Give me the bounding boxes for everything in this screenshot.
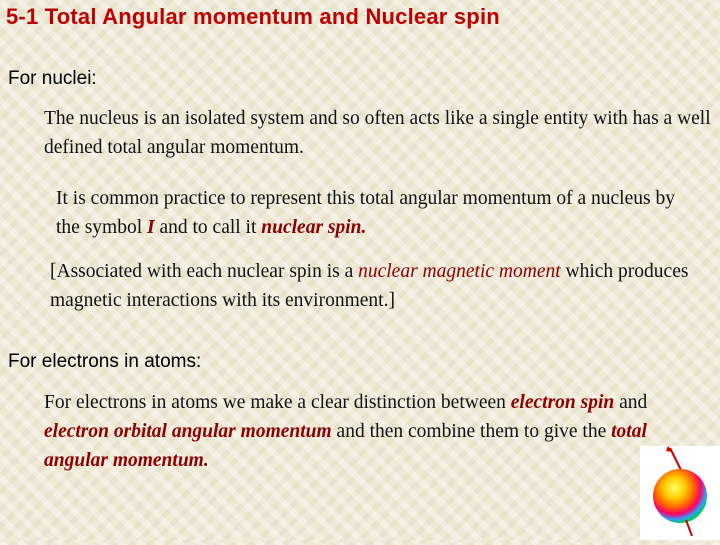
- term-total-angular-momentum: total angular momentum.: [44, 421, 647, 471]
- section-heading-nuclei: For nuclei:: [8, 68, 97, 89]
- paragraph-electrons: [44, 388, 709, 475]
- text: and: [614, 392, 648, 413]
- text: and then combine them to give the: [331, 421, 612, 442]
- text: For electrons in atoms we make a clear distinction between: [44, 392, 511, 413]
- slide-title: 5-1 Total Angular momentum and Nuclear spin: [6, 4, 500, 29]
- term-nuclear-magnetic-moment: nuclear magnetic moment: [358, 261, 561, 282]
- text: It is common practice to represent this total angular momentum of a nucleus by the symbol: [56, 188, 675, 238]
- paragraph-nucleus-system: The nucleus is an isolated system and so often acts like a single entity with has a well defined total angular momentum.: [44, 108, 711, 158]
- symbol-I: I: [147, 217, 155, 238]
- text: [Associated with each nuclear spin is a: [50, 261, 359, 282]
- text: which produces magnetic interactions with its environment.]: [50, 261, 689, 311]
- text: and to call it: [154, 217, 262, 238]
- paragraph-magnetic-moment: [50, 257, 700, 315]
- term-nuclear-spin: nuclear spin.: [261, 217, 367, 238]
- term-electron-spin: electron spin: [510, 392, 615, 413]
- paragraph-nuclear-spin: [56, 184, 686, 242]
- term-electron-orbital-angular-momentum: electron orbital angular momentum: [44, 421, 332, 442]
- spinning-sphere-icon: [640, 446, 720, 540]
- section-heading-electrons: For electrons in atoms:: [8, 351, 202, 372]
